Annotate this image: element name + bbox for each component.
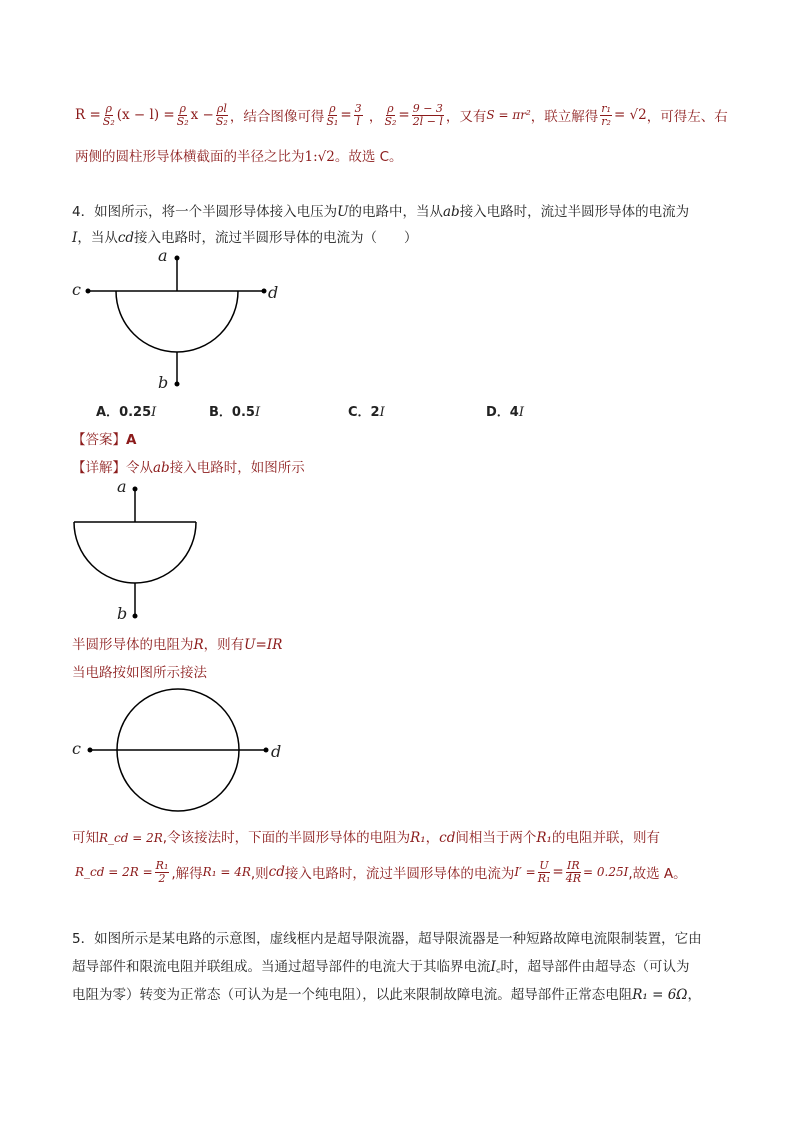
final-res: = 0.25I (583, 865, 629, 879)
q5-line3-post: ， (687, 987, 702, 1003)
q4-final-line (75, 856, 687, 888)
fig1-label-a: a (158, 246, 168, 265)
sol3-ratio: 1:√2 (304, 149, 335, 165)
sol3-r-frac: $\frac{\text{r₁}}{\text{r₂}}$ (601, 101, 611, 128)
know-mid2: ， (425, 830, 440, 846)
sol3-eq-mid2: x − (190, 107, 214, 123)
sol3-g2-frac: $\frac{\rho}{\text{S₂}}$ (384, 101, 397, 128)
q4-stem-line2-post: 接入电路时，流过半圆形导体的电流为（ ） (134, 230, 418, 246)
sol3-text3: ，联立解得 (530, 109, 599, 125)
option-letter: A． (96, 405, 120, 420)
final-solve: ,解得 (171, 866, 203, 882)
option-value: 0.5 (231, 405, 255, 420)
know-mid3: 间相当于两个 (455, 830, 537, 846)
q4-stem-ab: ab (442, 204, 460, 220)
sol3-text2: ，又有 (445, 109, 487, 125)
sol3-g2-rfrac: $\frac{9 - 3}{2l - l}$ (412, 101, 443, 128)
sol3-line2-text: 两侧的圆柱形导体横截面的半径之比为 (75, 149, 305, 165)
option-letter: D． (486, 405, 510, 420)
know-cd: cd (439, 830, 456, 846)
sol3-s-formula: S = πr² (486, 108, 531, 122)
fig3-label-c: c (72, 739, 81, 758)
resist-R: R (193, 637, 204, 653)
answer-value: A (126, 432, 137, 448)
q4-know-line (72, 826, 660, 846)
q5-line2-post: 时，超导部件由超导态（可认为 (500, 959, 690, 975)
sol3-g2-eq: = (398, 107, 410, 123)
q5-line2-pre: 超导部件和限流电阻并联组成。当通过超导部件的电流大于其临界电流 (72, 959, 491, 975)
know-end: 的电阻并联，则有 (551, 830, 660, 846)
know-mid: ,令该接法时，下面的半圆形导体的电阻为 (162, 830, 411, 846)
sol3-frac2: $\frac{\rho}{\text{S₂}}$ (176, 101, 189, 128)
final-frac2: $\frac{IR}{4R}$ (565, 858, 582, 885)
q4-stem-mid: 的电路中，当从 (348, 204, 443, 220)
sol3-r-eq: = √2 (613, 107, 647, 123)
sol3-text4: ，可得左、右 (646, 109, 728, 125)
option-value: 2 (370, 405, 380, 420)
sol3-eq-lhs: R = (75, 107, 101, 123)
option-var: I (379, 405, 385, 420)
know-R1: R₁ (410, 830, 426, 846)
q4-stem-pre: 4．如图所示，将一个半圆形导体接入电压为 (72, 204, 338, 220)
fig1-label-c: c (72, 280, 81, 299)
final-end: ,故选 A。 (628, 866, 687, 882)
q4-stem-U: U (337, 204, 349, 220)
q4-stem-line2-pre: ，当从 (77, 230, 118, 246)
fig3-label-d: d (271, 742, 282, 761)
q4-stem-I: I (72, 230, 78, 246)
sol3-g1-eq: = (340, 107, 352, 123)
answer-label: 【答案】 (72, 432, 126, 448)
fig2-label-a: a (117, 477, 127, 496)
sol3-eq-mid1: (x − l) = (116, 107, 175, 123)
option-letter: B． (209, 405, 232, 420)
fig1-label-d: d (268, 283, 279, 302)
sol3-frac1: $\frac{\rho}{\text{S₂}}$ (102, 101, 115, 128)
q5-Ic: I꜀ (490, 959, 501, 975)
final-lhs: R_cd = 2R = (75, 865, 153, 879)
final-mid: ,则 (250, 866, 269, 882)
option-value: 0.25 (119, 405, 152, 420)
option-var: I (254, 405, 261, 420)
final-frac: $\frac{\text{R₁}}{2}$ (155, 858, 169, 885)
sol3-text1: ，结合图像可得 (229, 109, 325, 125)
resist-then: ，则有 (203, 637, 245, 653)
option-var: I (151, 405, 157, 420)
option-var: I (518, 405, 524, 420)
final-cd: cd (268, 864, 285, 880)
detail-label: 【详解】 (72, 460, 126, 476)
sol3-g1-frac: $\frac{\rho}{\text{S₁}}$ (326, 101, 339, 128)
final-Ip: I′ = (514, 865, 536, 879)
q4-when-line: 当电路按如图所示接法 (72, 665, 207, 681)
q5-line1: 5．如图所示是某电路的示意图，虚线框内是超导限流器，超导限流器是一种短路故障电流限制装置，它由 (72, 931, 702, 947)
q5-line2 (72, 955, 690, 975)
know-pre: 可知 (72, 830, 99, 846)
q4-stem-post: 接入电路时，流过半圆形导体的电流为 (459, 204, 690, 220)
resist-eq: U=IR (244, 637, 283, 653)
know-R1b: R₁ (536, 830, 552, 846)
resist-text: 半圆形导体的电阻为 (72, 637, 194, 653)
q5-R1: R₁ = 6Ω (632, 987, 688, 1003)
option-value: 4 (509, 405, 519, 420)
detail-ab: ab (153, 460, 170, 476)
sol3-g1-rfrac: $\frac{3}{l}$ (354, 101, 362, 128)
final-frac1: $\frac{U}{\text{R₁}}$ (537, 858, 551, 885)
sol3-formula-line: R = $\frac{\rho}{\text{S₂}}$ (x − l) = $\frac{\rho}{\text{S₂}}$ x − $\frac{\rho l}{\text{S₂}}$ ，结合图像可得 $\frac{\rho}{\text{S₁}}$ = $\frac{3}{l}$ ， $\frac{\rho}{\text{S₂}}$ = $\frac{9 - 3}{2l - l}$ ，又有 S = πr² ，联立解得 $\frac{\text{r₁}}{\text{r₂}}$ = √2 ，可得左、右 (75, 101, 728, 128)
fig2-label-b: b (117, 604, 128, 623)
detail-text-post: 接入电路时，如图所示 (169, 460, 305, 476)
q4-stem-cd: cd (117, 230, 135, 246)
final-R1: R₁ = 4R (202, 865, 251, 879)
option-letter: C． (348, 405, 371, 420)
q5-line3 (72, 983, 701, 1003)
fig1-label-b: b (158, 373, 169, 392)
final-mid2: 接入电路时，流过半圆形导体的电流为 (284, 866, 515, 882)
know-eq: R_cd = 2R (99, 831, 163, 845)
sol3-line2-end: 。故选 C。 (334, 149, 403, 165)
detail-text-pre: 令从 (126, 460, 153, 476)
sol3-frac3: $\frac{\rho l}{\text{S₂}}$ (215, 101, 228, 128)
final-eq: = (552, 864, 564, 880)
q5-line3-pre: 电阻为零）转变为正常态（可认为是一个纯电阻），以此来限制故障电流。超导部件正常态电阻 (72, 987, 633, 1003)
